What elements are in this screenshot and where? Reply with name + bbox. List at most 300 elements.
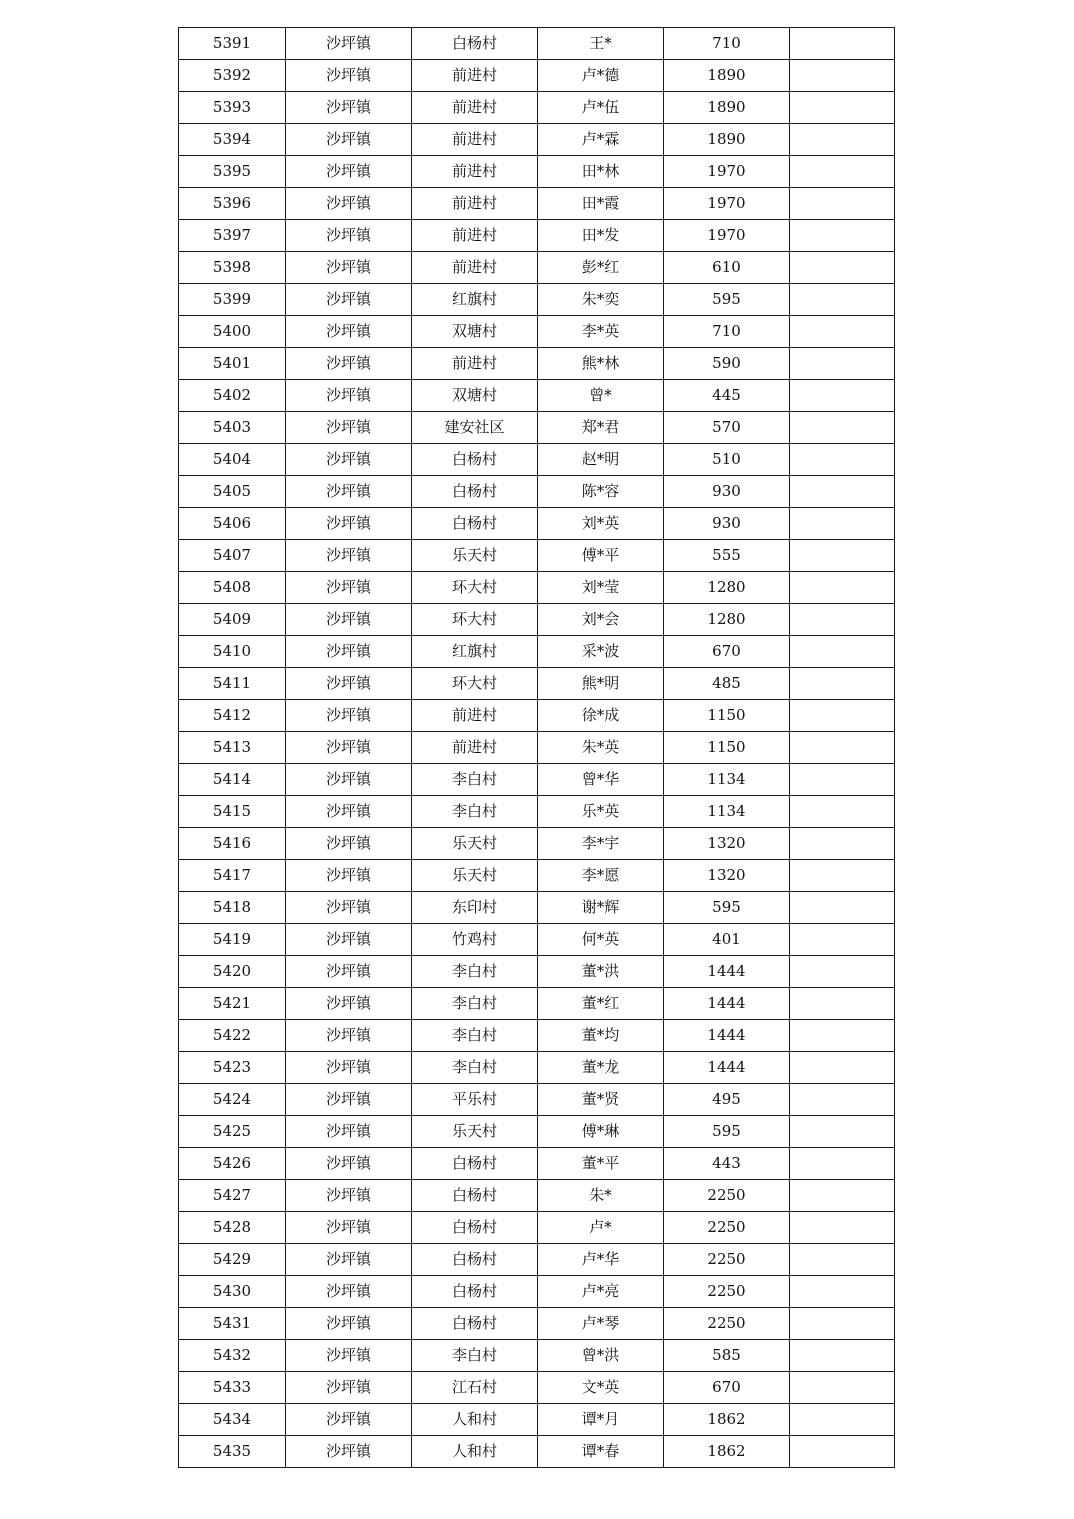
name-cell: 刘*英: [538, 508, 664, 540]
village-cell: 竹鸡村: [412, 924, 538, 956]
name-cell: 陈*容: [538, 476, 664, 508]
table-row: [179, 252, 895, 284]
name-cell: 董*平: [538, 1148, 664, 1180]
table-row: [179, 892, 895, 924]
town-cell: 沙坪镇: [286, 380, 412, 412]
note-cell: [790, 1436, 895, 1468]
town-cell: 沙坪镇: [286, 764, 412, 796]
amount-cell: 1280: [664, 572, 790, 604]
village-cell: 李白村: [412, 1052, 538, 1084]
name-cell: 朱*英: [538, 732, 664, 764]
amount-cell: 595: [664, 284, 790, 316]
town-cell: 沙坪镇: [286, 668, 412, 700]
row-number-cell: 5396: [179, 188, 286, 220]
amount-cell: 1444: [664, 1020, 790, 1052]
village-cell: 环大村: [412, 572, 538, 604]
village-cell: 前进村: [412, 220, 538, 252]
row-number-cell: 5392: [179, 60, 286, 92]
table-row: [179, 316, 895, 348]
amount-cell: 585: [664, 1340, 790, 1372]
note-cell: [790, 860, 895, 892]
row-number-cell: 5427: [179, 1180, 286, 1212]
name-cell: 采*波: [538, 636, 664, 668]
amount-cell: 1134: [664, 764, 790, 796]
table-row: [179, 60, 895, 92]
note-cell: [790, 476, 895, 508]
table-row: [179, 1020, 895, 1052]
village-cell: 白杨村: [412, 1244, 538, 1276]
note-cell: [790, 1404, 895, 1436]
name-cell: 田*发: [538, 220, 664, 252]
name-cell: 曾*洪: [538, 1340, 664, 1372]
name-cell: 乐*英: [538, 796, 664, 828]
amount-cell: 1320: [664, 860, 790, 892]
town-cell: 沙坪镇: [286, 316, 412, 348]
name-cell: 何*英: [538, 924, 664, 956]
row-number-cell: 5395: [179, 156, 286, 188]
amount-cell: 1890: [664, 124, 790, 156]
note-cell: [790, 284, 895, 316]
amount-cell: 2250: [664, 1244, 790, 1276]
town-cell: 沙坪镇: [286, 1244, 412, 1276]
amount-cell: 1890: [664, 92, 790, 124]
table-row: [179, 1212, 895, 1244]
amount-cell: 443: [664, 1148, 790, 1180]
row-number-cell: 5393: [179, 92, 286, 124]
row-number-cell: 5415: [179, 796, 286, 828]
note-cell: [790, 1244, 895, 1276]
name-cell: 郑*君: [538, 412, 664, 444]
name-cell: 文*英: [538, 1372, 664, 1404]
village-cell: 建安社区: [412, 412, 538, 444]
row-number-cell: 5411: [179, 668, 286, 700]
table-row: [179, 924, 895, 956]
row-number-cell: 5400: [179, 316, 286, 348]
note-cell: [790, 764, 895, 796]
row-number-cell: 5412: [179, 700, 286, 732]
note-cell: [790, 1148, 895, 1180]
town-cell: 沙坪镇: [286, 1308, 412, 1340]
row-number-cell: 5421: [179, 988, 286, 1020]
amount-cell: 445: [664, 380, 790, 412]
amount-cell: 595: [664, 1116, 790, 1148]
note-cell: [790, 732, 895, 764]
row-number-cell: 5435: [179, 1436, 286, 1468]
table-row: [179, 1052, 895, 1084]
note-cell: [790, 1084, 895, 1116]
table-row: [179, 1404, 895, 1436]
town-cell: 沙坪镇: [286, 636, 412, 668]
amount-cell: 1444: [664, 956, 790, 988]
town-cell: 沙坪镇: [286, 604, 412, 636]
name-cell: 傅*平: [538, 540, 664, 572]
amount-cell: 2250: [664, 1180, 790, 1212]
row-number-cell: 5426: [179, 1148, 286, 1180]
row-number-cell: 5416: [179, 828, 286, 860]
row-number-cell: 5407: [179, 540, 286, 572]
row-number-cell: 5417: [179, 860, 286, 892]
records-table: [178, 27, 895, 1468]
amount-cell: 401: [664, 924, 790, 956]
town-cell: 沙坪镇: [286, 1404, 412, 1436]
row-number-cell: 5414: [179, 764, 286, 796]
amount-cell: 1280: [664, 604, 790, 636]
note-cell: [790, 1308, 895, 1340]
note-cell: [790, 380, 895, 412]
note-cell: [790, 636, 895, 668]
note-cell: [790, 92, 895, 124]
town-cell: 沙坪镇: [286, 1340, 412, 1372]
village-cell: 乐天村: [412, 828, 538, 860]
table-row: [179, 444, 895, 476]
table-row: [179, 956, 895, 988]
name-cell: 卢*霖: [538, 124, 664, 156]
table-row: [179, 764, 895, 796]
name-cell: 卢*德: [538, 60, 664, 92]
name-cell: 傅*琳: [538, 1116, 664, 1148]
name-cell: 卢*华: [538, 1244, 664, 1276]
name-cell: 卢*伍: [538, 92, 664, 124]
note-cell: [790, 924, 895, 956]
village-cell: 白杨村: [412, 1148, 538, 1180]
row-number-cell: 5423: [179, 1052, 286, 1084]
row-number-cell: 5430: [179, 1276, 286, 1308]
name-cell: 李*宇: [538, 828, 664, 860]
amount-cell: 1320: [664, 828, 790, 860]
row-number-cell: 5409: [179, 604, 286, 636]
name-cell: 朱*: [538, 1180, 664, 1212]
amount-cell: 670: [664, 636, 790, 668]
village-cell: 李白村: [412, 956, 538, 988]
note-cell: [790, 1212, 895, 1244]
name-cell: 熊*明: [538, 668, 664, 700]
note-cell: [790, 412, 895, 444]
town-cell: 沙坪镇: [286, 732, 412, 764]
town-cell: 沙坪镇: [286, 1020, 412, 1052]
table-row: [179, 732, 895, 764]
town-cell: 沙坪镇: [286, 508, 412, 540]
town-cell: 沙坪镇: [286, 1180, 412, 1212]
village-cell: 白杨村: [412, 1276, 538, 1308]
table-row: [179, 668, 895, 700]
town-cell: 沙坪镇: [286, 956, 412, 988]
table-row: [179, 1308, 895, 1340]
town-cell: 沙坪镇: [286, 252, 412, 284]
row-number-cell: 5413: [179, 732, 286, 764]
note-cell: [790, 156, 895, 188]
table-row: [179, 1372, 895, 1404]
village-cell: 前进村: [412, 60, 538, 92]
town-cell: 沙坪镇: [286, 924, 412, 956]
name-cell: 卢*: [538, 1212, 664, 1244]
village-cell: 江石村: [412, 1372, 538, 1404]
note-cell: [790, 1180, 895, 1212]
amount-cell: 1970: [664, 220, 790, 252]
village-cell: 前进村: [412, 252, 538, 284]
note-cell: [790, 1276, 895, 1308]
village-cell: 人和村: [412, 1436, 538, 1468]
village-cell: 双塘村: [412, 316, 538, 348]
town-cell: 沙坪镇: [286, 60, 412, 92]
name-cell: 王*: [538, 28, 664, 60]
row-number-cell: 5401: [179, 348, 286, 380]
village-cell: 红旗村: [412, 636, 538, 668]
amount-cell: 1444: [664, 988, 790, 1020]
row-number-cell: 5429: [179, 1244, 286, 1276]
table-row: [179, 636, 895, 668]
note-cell: [790, 700, 895, 732]
town-cell: 沙坪镇: [286, 796, 412, 828]
row-number-cell: 5404: [179, 444, 286, 476]
village-cell: 前进村: [412, 732, 538, 764]
name-cell: 董*贤: [538, 1084, 664, 1116]
name-cell: 田*霞: [538, 188, 664, 220]
amount-cell: 1150: [664, 732, 790, 764]
row-number-cell: 5399: [179, 284, 286, 316]
table-row: [179, 124, 895, 156]
name-cell: 谭*月: [538, 1404, 664, 1436]
note-cell: [790, 316, 895, 348]
amount-cell: 1862: [664, 1436, 790, 1468]
row-number-cell: 5408: [179, 572, 286, 604]
row-number-cell: 5424: [179, 1084, 286, 1116]
table-row: [179, 1276, 895, 1308]
town-cell: 沙坪镇: [286, 892, 412, 924]
table-row: [179, 572, 895, 604]
amount-cell: 930: [664, 476, 790, 508]
town-cell: 沙坪镇: [286, 1372, 412, 1404]
table-row: [179, 412, 895, 444]
document-page: [178, 27, 894, 1468]
row-number-cell: 5410: [179, 636, 286, 668]
town-cell: 沙坪镇: [286, 92, 412, 124]
note-cell: [790, 28, 895, 60]
amount-cell: 670: [664, 1372, 790, 1404]
village-cell: 人和村: [412, 1404, 538, 1436]
table-row: [179, 1084, 895, 1116]
row-number-cell: 5428: [179, 1212, 286, 1244]
table-row: [179, 1244, 895, 1276]
name-cell: 卢*琴: [538, 1308, 664, 1340]
table-row: [179, 828, 895, 860]
name-cell: 董*龙: [538, 1052, 664, 1084]
note-cell: [790, 668, 895, 700]
table-row: [179, 348, 895, 380]
village-cell: 前进村: [412, 92, 538, 124]
amount-cell: 710: [664, 28, 790, 60]
village-cell: 乐天村: [412, 1116, 538, 1148]
row-number-cell: 5432: [179, 1340, 286, 1372]
note-cell: [790, 572, 895, 604]
row-number-cell: 5422: [179, 1020, 286, 1052]
town-cell: 沙坪镇: [286, 572, 412, 604]
village-cell: 红旗村: [412, 284, 538, 316]
village-cell: 乐天村: [412, 540, 538, 572]
village-cell: 李白村: [412, 988, 538, 1020]
amount-cell: 495: [664, 1084, 790, 1116]
village-cell: 李白村: [412, 1020, 538, 1052]
amount-cell: 590: [664, 348, 790, 380]
amount-cell: 2250: [664, 1212, 790, 1244]
amount-cell: 930: [664, 508, 790, 540]
amount-cell: 595: [664, 892, 790, 924]
note-cell: [790, 1020, 895, 1052]
row-number-cell: 5406: [179, 508, 286, 540]
town-cell: 沙坪镇: [286, 124, 412, 156]
amount-cell: 710: [664, 316, 790, 348]
amount-cell: 1862: [664, 1404, 790, 1436]
name-cell: 卢*亮: [538, 1276, 664, 1308]
row-number-cell: 5394: [179, 124, 286, 156]
town-cell: 沙坪镇: [286, 1052, 412, 1084]
table-row: [179, 604, 895, 636]
village-cell: 白杨村: [412, 508, 538, 540]
table-row: [179, 92, 895, 124]
table-row: [179, 860, 895, 892]
amount-cell: 1150: [664, 700, 790, 732]
town-cell: 沙坪镇: [286, 476, 412, 508]
town-cell: 沙坪镇: [286, 988, 412, 1020]
amount-cell: 610: [664, 252, 790, 284]
village-cell: 白杨村: [412, 1180, 538, 1212]
town-cell: 沙坪镇: [286, 700, 412, 732]
row-number-cell: 5431: [179, 1308, 286, 1340]
row-number-cell: 5397: [179, 220, 286, 252]
table-row: [179, 988, 895, 1020]
town-cell: 沙坪镇: [286, 1212, 412, 1244]
name-cell: 赵*明: [538, 444, 664, 476]
amount-cell: 1134: [664, 796, 790, 828]
note-cell: [790, 252, 895, 284]
table-row: [179, 284, 895, 316]
row-number-cell: 5419: [179, 924, 286, 956]
name-cell: 徐*成: [538, 700, 664, 732]
town-cell: 沙坪镇: [286, 444, 412, 476]
village-cell: 前进村: [412, 156, 538, 188]
amount-cell: 485: [664, 668, 790, 700]
table-row: [179, 1340, 895, 1372]
name-cell: 田*林: [538, 156, 664, 188]
note-cell: [790, 988, 895, 1020]
note-cell: [790, 124, 895, 156]
row-number-cell: 5434: [179, 1404, 286, 1436]
town-cell: 沙坪镇: [286, 828, 412, 860]
note-cell: [790, 1116, 895, 1148]
town-cell: 沙坪镇: [286, 348, 412, 380]
amount-cell: 1970: [664, 188, 790, 220]
village-cell: 白杨村: [412, 476, 538, 508]
town-cell: 沙坪镇: [286, 28, 412, 60]
row-number-cell: 5420: [179, 956, 286, 988]
village-cell: 白杨村: [412, 1212, 538, 1244]
amount-cell: 2250: [664, 1276, 790, 1308]
row-number-cell: 5425: [179, 1116, 286, 1148]
town-cell: 沙坪镇: [286, 1116, 412, 1148]
table-row: [179, 796, 895, 828]
name-cell: 彭*红: [538, 252, 664, 284]
table-row: [179, 540, 895, 572]
name-cell: 董*洪: [538, 956, 664, 988]
note-cell: [790, 60, 895, 92]
village-cell: 环大村: [412, 604, 538, 636]
records-table-body: [179, 28, 895, 1468]
village-cell: 前进村: [412, 348, 538, 380]
table-row: [179, 700, 895, 732]
amount-cell: 2250: [664, 1308, 790, 1340]
village-cell: 前进村: [412, 700, 538, 732]
name-cell: 谭*春: [538, 1436, 664, 1468]
amount-cell: 1890: [664, 60, 790, 92]
note-cell: [790, 956, 895, 988]
note-cell: [790, 1372, 895, 1404]
name-cell: 刘*会: [538, 604, 664, 636]
village-cell: 前进村: [412, 188, 538, 220]
village-cell: 乐天村: [412, 860, 538, 892]
amount-cell: 1444: [664, 1052, 790, 1084]
note-cell: [790, 828, 895, 860]
town-cell: 沙坪镇: [286, 1276, 412, 1308]
note-cell: [790, 188, 895, 220]
row-number-cell: 5433: [179, 1372, 286, 1404]
village-cell: 双塘村: [412, 380, 538, 412]
town-cell: 沙坪镇: [286, 412, 412, 444]
amount-cell: 1970: [664, 156, 790, 188]
name-cell: 熊*林: [538, 348, 664, 380]
name-cell: 董*均: [538, 1020, 664, 1052]
note-cell: [790, 220, 895, 252]
note-cell: [790, 1340, 895, 1372]
table-row: [179, 1148, 895, 1180]
village-cell: 李白村: [412, 796, 538, 828]
row-number-cell: 5391: [179, 28, 286, 60]
name-cell: 谢*辉: [538, 892, 664, 924]
village-cell: 东印村: [412, 892, 538, 924]
name-cell: 刘*莹: [538, 572, 664, 604]
note-cell: [790, 604, 895, 636]
village-cell: 李白村: [412, 764, 538, 796]
table-row: [179, 1180, 895, 1212]
town-cell: 沙坪镇: [286, 860, 412, 892]
row-number-cell: 5402: [179, 380, 286, 412]
note-cell: [790, 508, 895, 540]
name-cell: 朱*奕: [538, 284, 664, 316]
name-cell: 曾*华: [538, 764, 664, 796]
table-row: [179, 476, 895, 508]
table-row: [179, 156, 895, 188]
table-row: [179, 220, 895, 252]
village-cell: 白杨村: [412, 1308, 538, 1340]
town-cell: 沙坪镇: [286, 156, 412, 188]
note-cell: [790, 892, 895, 924]
village-cell: 平乐村: [412, 1084, 538, 1116]
village-cell: 前进村: [412, 124, 538, 156]
table-row: [179, 380, 895, 412]
town-cell: 沙坪镇: [286, 188, 412, 220]
note-cell: [790, 444, 895, 476]
table-row: [179, 188, 895, 220]
name-cell: 曾*: [538, 380, 664, 412]
note-cell: [790, 540, 895, 572]
name-cell: 李*愿: [538, 860, 664, 892]
name-cell: 李*英: [538, 316, 664, 348]
table-row: [179, 508, 895, 540]
town-cell: 沙坪镇: [286, 1436, 412, 1468]
village-cell: 白杨村: [412, 444, 538, 476]
town-cell: 沙坪镇: [286, 220, 412, 252]
note-cell: [790, 348, 895, 380]
table-row: [179, 28, 895, 60]
village-cell: 白杨村: [412, 28, 538, 60]
